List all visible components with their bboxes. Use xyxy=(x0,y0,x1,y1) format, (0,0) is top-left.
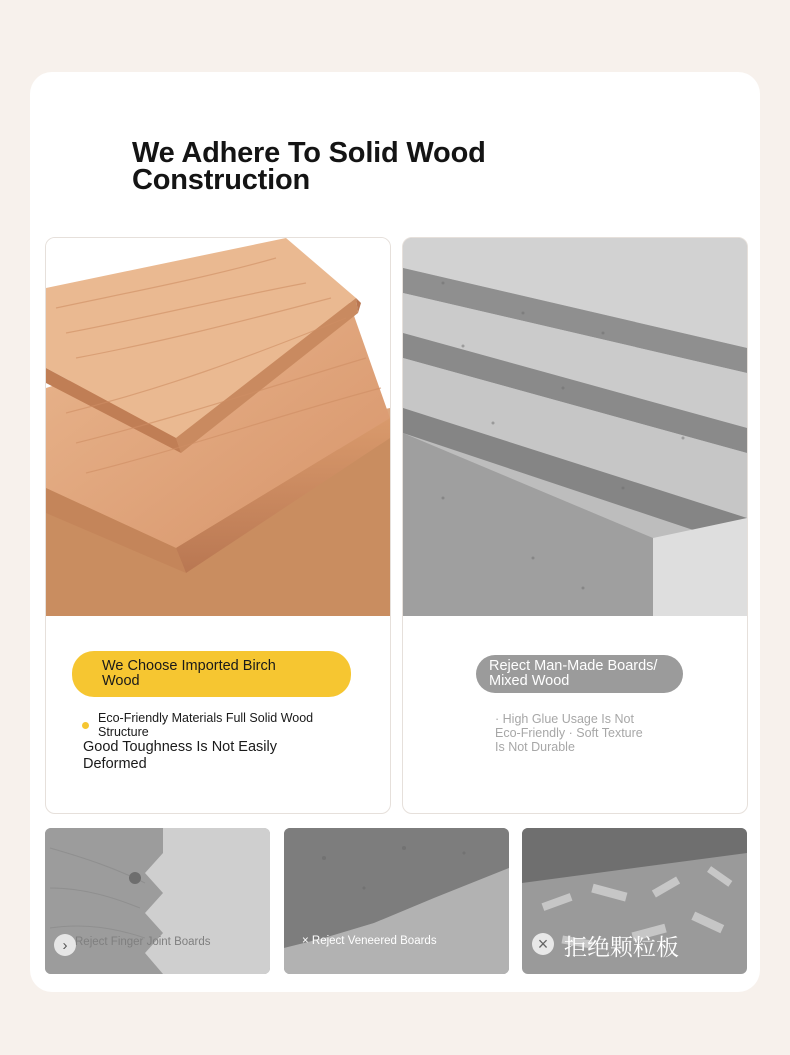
particle-board-label: 拒绝颗粒板 xyxy=(564,934,679,960)
birch-wood-photo xyxy=(46,238,390,616)
veneered-label: × Reject Veneered Boards xyxy=(302,935,437,947)
page-title: We Adhere To Solid Wood Construction xyxy=(132,137,486,196)
birch-wood-badge xyxy=(72,651,351,697)
bullet-dot xyxy=(82,722,89,729)
veneered-board-thumb xyxy=(284,828,509,974)
finger-joint-label: Reject Finger Joint Boards xyxy=(75,936,211,948)
close-icon[interactable]: × xyxy=(532,933,554,955)
birch-wood-badge-text: We Choose Imported Birch Wood xyxy=(102,658,276,689)
feature-eco-friendly: Eco-Friendly Materials Full Solid Wood Structure xyxy=(98,711,314,739)
feature-toughness: Good Toughness Is Not Easily Deformed xyxy=(83,739,277,772)
man-made-boards-panel xyxy=(402,237,748,814)
finger-joint-board-thumb xyxy=(45,828,270,974)
reject-man-made-badge xyxy=(476,655,683,693)
particle-board-thumb xyxy=(522,828,747,974)
particle-board-photo xyxy=(403,238,747,616)
birch-wood-panel xyxy=(45,237,391,814)
reject-man-made-badge-text: Reject Man-Made Boards/ Mixed Wood xyxy=(489,658,658,689)
chevron-right-icon[interactable]: › xyxy=(54,934,76,956)
reject-reasons-note: · High Glue Usage Is Not Eco-Friendly · Soft Texture Is Not Durable xyxy=(495,712,643,754)
